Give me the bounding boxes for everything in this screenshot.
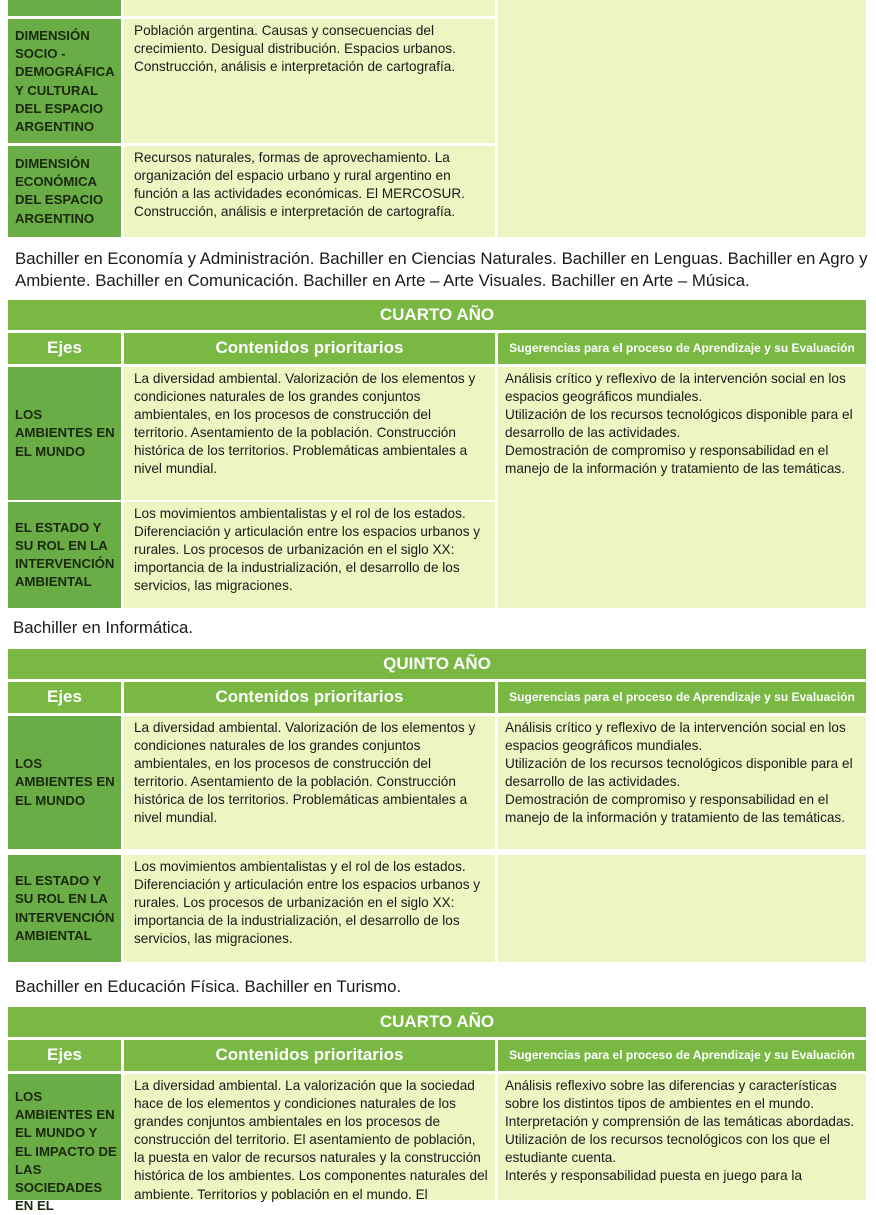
axis-label: DIMENSIÓN ECONÓMICA DEL ESPACIO ARGENTINO <box>15 156 104 226</box>
suggestions-cell <box>498 716 866 849</box>
year-banner: CUARTO AÑO <box>8 300 866 330</box>
suggestion-item: Demostración de compromiso y responsabilidad en el manejo de la información y tratamiento de las temáticas. <box>505 443 846 477</box>
section-caption: Bachiller en Educación Física. Bachiller en Turismo. <box>15 977 402 996</box>
suggestion-item: Análisis crítico y reflexivo de la intervención social en los espacios geográficos mundiales. <box>505 371 846 405</box>
content-text: La diversidad ambiental. Valorización de los elementos y condiciones naturales de los grandes conjuntos ambientales, en los procesos de construcción del territorio. Asentamiento de la población. Construcción histórica de los territorios. Problemáticas ambientales a nivel mundial. <box>134 720 476 826</box>
suggestion-item: Interpretación y comprensión de las temáticas abordadas. <box>505 1114 855 1130</box>
axis-label: DIMENSIÓN SOCIO - DEMOGRÁFICA Y CULTURAL DEL ESPACIO ARGENTINO <box>15 28 115 135</box>
suggestions-cell <box>498 367 866 608</box>
suggestions-cell-continued <box>498 0 866 237</box>
content-cell-continued <box>124 0 495 16</box>
header-ejes: Ejes <box>8 333 121 364</box>
header-contenidos: Contenidos prioritarios <box>124 333 495 364</box>
axis-label: LOS AMBIENTES EN EL MUNDO <box>15 756 115 808</box>
year-banner: CUARTO AÑO <box>8 1007 866 1037</box>
suggestion-item: Demostración de compromiso y responsabilidad en el manejo de la información y tratamiento de las temáticas. <box>505 792 846 826</box>
content-text: Los movimientos ambientalistas y el rol de los estados. Diferenciación y articulación entre los espacios urbanos y rurales. Los procesos de urbanización en el siglo XX: importancia de la industrialización, el desarrollo de los servicios, las migraciones. <box>134 859 481 947</box>
axis-estado-rol <box>8 855 121 962</box>
axis-ambientes-impacto <box>8 1074 121 1214</box>
axis-label: LOS AMBIENTES EN EL MUNDO <box>15 407 115 459</box>
axis-dimension-socio-demografica <box>8 19 121 143</box>
year-banner: QUINTO AÑO <box>8 649 866 679</box>
header-contenidos: Contenidos prioritarios <box>124 1040 495 1071</box>
axis-label: LOS AMBIENTES EN EL MUNDO Y EL IMPACTO DE LAS SOCIEDADES EN EL <box>15 1089 117 1214</box>
suggestions-cell <box>498 1074 866 1200</box>
content-cell <box>124 367 495 500</box>
section-caption: Bachiller en Informática. <box>13 618 194 637</box>
content-text: La diversidad ambiental. Valorización de los elementos y condiciones naturales de los grandes conjuntos ambientales, en los procesos de construcción del territorio. Asentamiento de la población. Construcción histórica de los territorios. Problemáticas ambientales a nivel mundial. <box>134 371 476 477</box>
header-ejes: Ejes <box>8 1040 121 1071</box>
content-cell <box>124 19 495 143</box>
axis-ambientes-mundo <box>8 716 121 849</box>
suggestion-item: Utilización de los recursos tecnológicos disponible para el desarrollo de las actividades. <box>505 756 853 790</box>
header-ejes: Ejes <box>8 682 121 713</box>
suggestion-item: Interés y responsabilidad puesta en juego para la <box>505 1168 802 1184</box>
suggestion-item: Utilización de los recursos tecnológicos con los que el estudiante cuenta. <box>505 1132 830 1166</box>
suggestion-item: Análisis crítico y reflexivo de la intervención social en los espacios geográficos mundiales. <box>505 720 846 754</box>
content-cell <box>124 716 495 849</box>
axis-estado-rol <box>8 502 121 608</box>
axis-dimension-economica <box>8 146 121 237</box>
header-contenidos: Contenidos prioritarios <box>124 682 495 713</box>
content-cell <box>124 146 495 237</box>
section-caption: Bachiller en Economía y Administración. Bachiller en Ciencias Naturales. Bachiller en Lenguas. Bachiller en Agro y Ambiente. Bachiller en Comunicación. Bachiller en Arte – Arte Visuales. Bachiller en Arte – Música. <box>15 249 868 290</box>
suggestion-item: Utilización de los recursos tecnológicos disponible para el desarrollo de las actividades. <box>505 407 853 441</box>
content-text: Los movimientos ambientalistas y el rol de los estados. Diferenciación y articulación entre los espacios urbanos y rurales. Los procesos de urbanización en el siglo XX: importancia de la industrialización, el desarrollo de los servicios, las migraciones. <box>134 506 481 594</box>
header-sugerencias: Sugerencias para el proceso de Aprendizaje y su Evaluación <box>498 682 866 713</box>
content-cell <box>124 1074 495 1200</box>
axis-label: EL ESTADO Y SU ROL EN LA INTERVENCIÓN AMBIENTAL <box>15 519 115 590</box>
axis-label: EL ESTADO Y SU ROL EN LA INTERVENCIÓN AMBIENTAL <box>15 873 115 943</box>
content-text: La diversidad ambiental. La valorización que la sociedad hace de los elementos y condiciones naturales de los grandes conjuntos ambientales en los procesos de construcción del territorio. El asentamiento de población, la puesta en valor de recursos naturales y la construcción histórica de los ambientes. Los componentes naturales del ambiente. Territorios y población en el mundo. El <box>134 1078 488 1202</box>
content-cell <box>124 502 495 608</box>
suggestions-cell-empty <box>498 855 866 962</box>
content-text: Población argentina. Causas y consecuencias del crecimiento. Desigual distribución. Espacios urbanos. Construcción, análisis e interpretación de cartografía. <box>134 23 456 75</box>
content-cell <box>124 855 495 962</box>
content-text: Recursos naturales, formas de aprovechamiento. La organización del espacio urbano y rural argentino en función a las actividades económicas. El MERCOSUR. Construcción, análisis e interpretación de cartografía. <box>134 150 465 220</box>
suggestion-item: Análisis reflexivo sobre las diferencias y características sobre los distintos tipos de ambientes en el mundo. <box>505 1078 837 1112</box>
axis-ambientes-mundo <box>8 367 121 500</box>
header-sugerencias: Sugerencias para el proceso de Aprendizaje y su Evaluación <box>498 1040 866 1071</box>
axis-cell-continued <box>8 0 121 16</box>
header-sugerencias: Sugerencias para el proceso de Aprendizaje y su Evaluación <box>498 333 866 364</box>
